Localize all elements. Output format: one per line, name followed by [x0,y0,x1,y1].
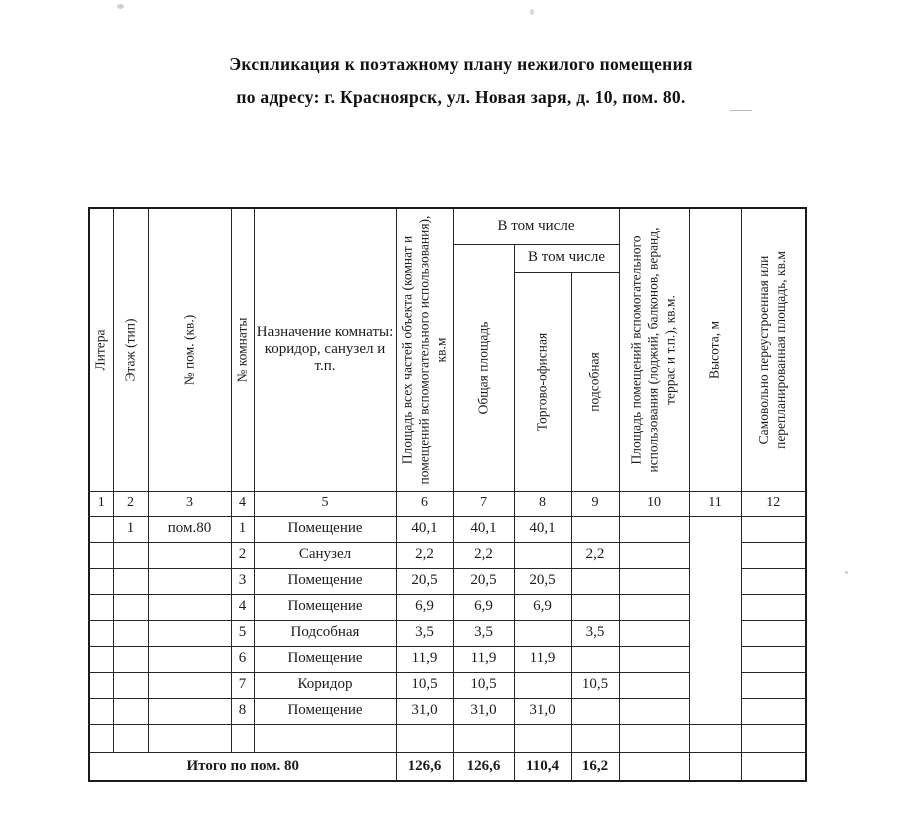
cell-aux [619,594,689,620]
cell-aux [619,646,689,672]
cell-total: 31,0 [396,698,453,724]
header-height-label: Высота, м [706,320,722,379]
column-number-row [89,491,806,516]
cell-common: 11,9 [453,646,514,672]
cell-common: 31,0 [453,698,514,724]
cell-unauth [741,542,806,568]
cell-sub [571,568,619,594]
cell-litera [89,698,113,724]
title-line-2: по адресу: г. Красноярск, ул. Новая заря, д. 10, пом. 80. [236,86,686,107]
cell-common: 3,5 [453,620,514,646]
cell-empty [89,724,113,752]
cell-floor [113,542,148,568]
cell-aux [619,672,689,698]
cell-unauth [741,620,806,646]
cell-total: 6,9 [396,594,453,620]
cell-litera [89,542,113,568]
header-litera [89,208,113,491]
cell-floor [113,672,148,698]
col-num-3: 3 [148,491,231,516]
cell-trade: 6,9 [514,594,571,620]
cell-unauth [741,516,806,542]
cell-room: пом.80 [148,516,231,542]
totals-label: Итого по пом. 80 [89,752,396,781]
cell-room [148,594,231,620]
scan-dash [730,110,752,111]
cell-room [148,568,231,594]
header-purpose: Назначение комнаты: коридор, санузел и т.п. [254,208,396,491]
cell-floor [113,698,148,724]
cell-sub [571,698,619,724]
header-room-number-label: № пом. (кв.) [181,314,197,386]
cell-total: 11,9 [396,646,453,672]
cell-purpose: Помещение [254,646,396,672]
cell-trade: 11,9 [514,646,571,672]
cell-room [148,672,231,698]
cell-unauth [741,646,806,672]
cell-empty [396,724,453,752]
cell-unauth [741,594,806,620]
cell-aux [619,620,689,646]
totals-height [689,752,741,781]
cell-trade: 20,5 [514,568,571,594]
cell-unit: 1 [231,516,254,542]
cell-unit: 2 [231,542,254,568]
header-room-number [148,208,231,491]
cell-room [148,620,231,646]
header-floor-label: Этаж (тип) [122,318,138,382]
col-num-2: 2 [113,491,148,516]
cell-unit: 7 [231,672,254,698]
title-line-1: Экспликация к поэтажному плану нежилого помещения [229,54,693,74]
header-unit-number [231,208,254,491]
header-common-area-label: Общая площадь [475,321,491,414]
cell-purpose: Помещение [254,594,396,620]
cell-unit: 3 [231,568,254,594]
cell-common: 40,1 [453,516,514,542]
header-unauthorized-area-label: Самовольно переустроенная или перепланированная площадь, кв.м [756,250,789,449]
cell-room [148,646,231,672]
totals-row [89,752,806,781]
col-num-7: 7 [453,491,514,516]
cell-floor: 1 [113,516,148,542]
cell-trade [514,542,571,568]
totals-total-area: 126,6 [396,752,453,781]
cell-litera [89,646,113,672]
cell-unit: 4 [231,594,254,620]
cell-aux [619,542,689,568]
cell-empty [619,724,689,752]
cell-total: 3,5 [396,620,453,646]
cell-sub: 2,2 [571,542,619,568]
col-num-10: 10 [619,491,689,516]
header-floor [113,208,148,491]
cell-purpose: Подсобная [254,620,396,646]
scan-speck [845,571,848,574]
cell-empty [514,724,571,752]
cell-empty [689,724,741,752]
header-subsidiary [571,272,619,491]
cell-trade [514,672,571,698]
cell-floor [113,620,148,646]
cell-room [148,542,231,568]
cell-sub: 10,5 [571,672,619,698]
header-total-area [396,208,453,491]
cell-empty [148,724,231,752]
col-num-12: 12 [741,491,806,516]
cell-total: 40,1 [396,516,453,542]
cell-trade: 40,1 [514,516,571,542]
cell-common: 6,9 [453,594,514,620]
cell-litera [89,672,113,698]
cell-floor [113,646,148,672]
cell-empty [571,724,619,752]
cell-common: 10,5 [453,672,514,698]
cell-floor [113,594,148,620]
cell-litera [89,568,113,594]
cell-trade [514,620,571,646]
explication-table [88,207,807,782]
cell-floor [113,568,148,594]
header-height [689,208,741,491]
header-litera-label: Литера [92,329,108,371]
cell-purpose: Санузел [254,542,396,568]
cell-trade: 31,0 [514,698,571,724]
col-num-8: 8 [514,491,571,516]
totals-trade-area: 110,4 [514,752,571,781]
cell-empty [113,724,148,752]
header-row-1 [89,208,806,244]
group-header-including-outer: В том числе [453,208,619,244]
cell-sub [571,646,619,672]
cell-empty [254,724,396,752]
cell-purpose: Помещение [254,516,396,542]
scan-speck [117,4,124,9]
cell-room [148,698,231,724]
col-num-4: 4 [231,491,254,516]
col-num-9: 9 [571,491,619,516]
header-aux-area-label: Площадь помещений вспомогательного использования (лоджий, балконов, веранд, террас и т.п.), кв.м. [628,227,678,473]
group-header-including-inner: В том числе [514,244,619,272]
cell-total: 2,2 [396,542,453,568]
cell-litera [89,620,113,646]
header-aux-area [619,208,689,491]
cell-unauth [741,698,806,724]
cell-unit: 8 [231,698,254,724]
empty-row [89,724,806,752]
cell-sub [571,594,619,620]
cell-unauth [741,672,806,698]
cell-purpose: Помещение [254,698,396,724]
header-unauthorized-area [741,208,806,491]
cell-empty [741,724,806,752]
header-trade-office [514,272,571,491]
header-unit-number-label: № комнаты [234,317,250,383]
cell-total: 20,5 [396,568,453,594]
cell-common: 20,5 [453,568,514,594]
header-subsidiary-label: подсобная [586,351,602,412]
totals-common-area: 126,6 [453,752,514,781]
col-num-11: 11 [689,491,741,516]
col-num-1: 1 [89,491,113,516]
cell-height-merged [689,516,741,724]
cell-unit: 6 [231,646,254,672]
cell-common: 2,2 [453,542,514,568]
cell-sub [571,516,619,542]
cell-purpose: Коридор [254,672,396,698]
header-common-area [453,244,514,491]
cell-aux [619,568,689,594]
cell-aux [619,698,689,724]
totals-sub-area: 16,2 [571,752,619,781]
cell-unit: 5 [231,620,254,646]
scan-speck [530,9,534,15]
header-trade-office-label: Торгово-офисная [534,332,550,431]
col-num-6: 6 [396,491,453,516]
cell-aux [619,516,689,542]
totals-unauth-area [741,752,806,781]
cell-total: 10,5 [396,672,453,698]
col-num-5: 5 [254,491,396,516]
cell-unauth [741,568,806,594]
cell-empty [231,724,254,752]
cell-litera [89,516,113,542]
header-total-area-label: Площадь всех частей объекта (комнат и помещений вспомогательного использования), кв.м [399,215,448,485]
cell-purpose: Помещение [254,568,396,594]
cell-empty [453,724,514,752]
document-title [0,56,922,106]
cell-sub: 3,5 [571,620,619,646]
totals-aux-area [619,752,689,781]
table-row [89,516,806,542]
cell-litera [89,594,113,620]
